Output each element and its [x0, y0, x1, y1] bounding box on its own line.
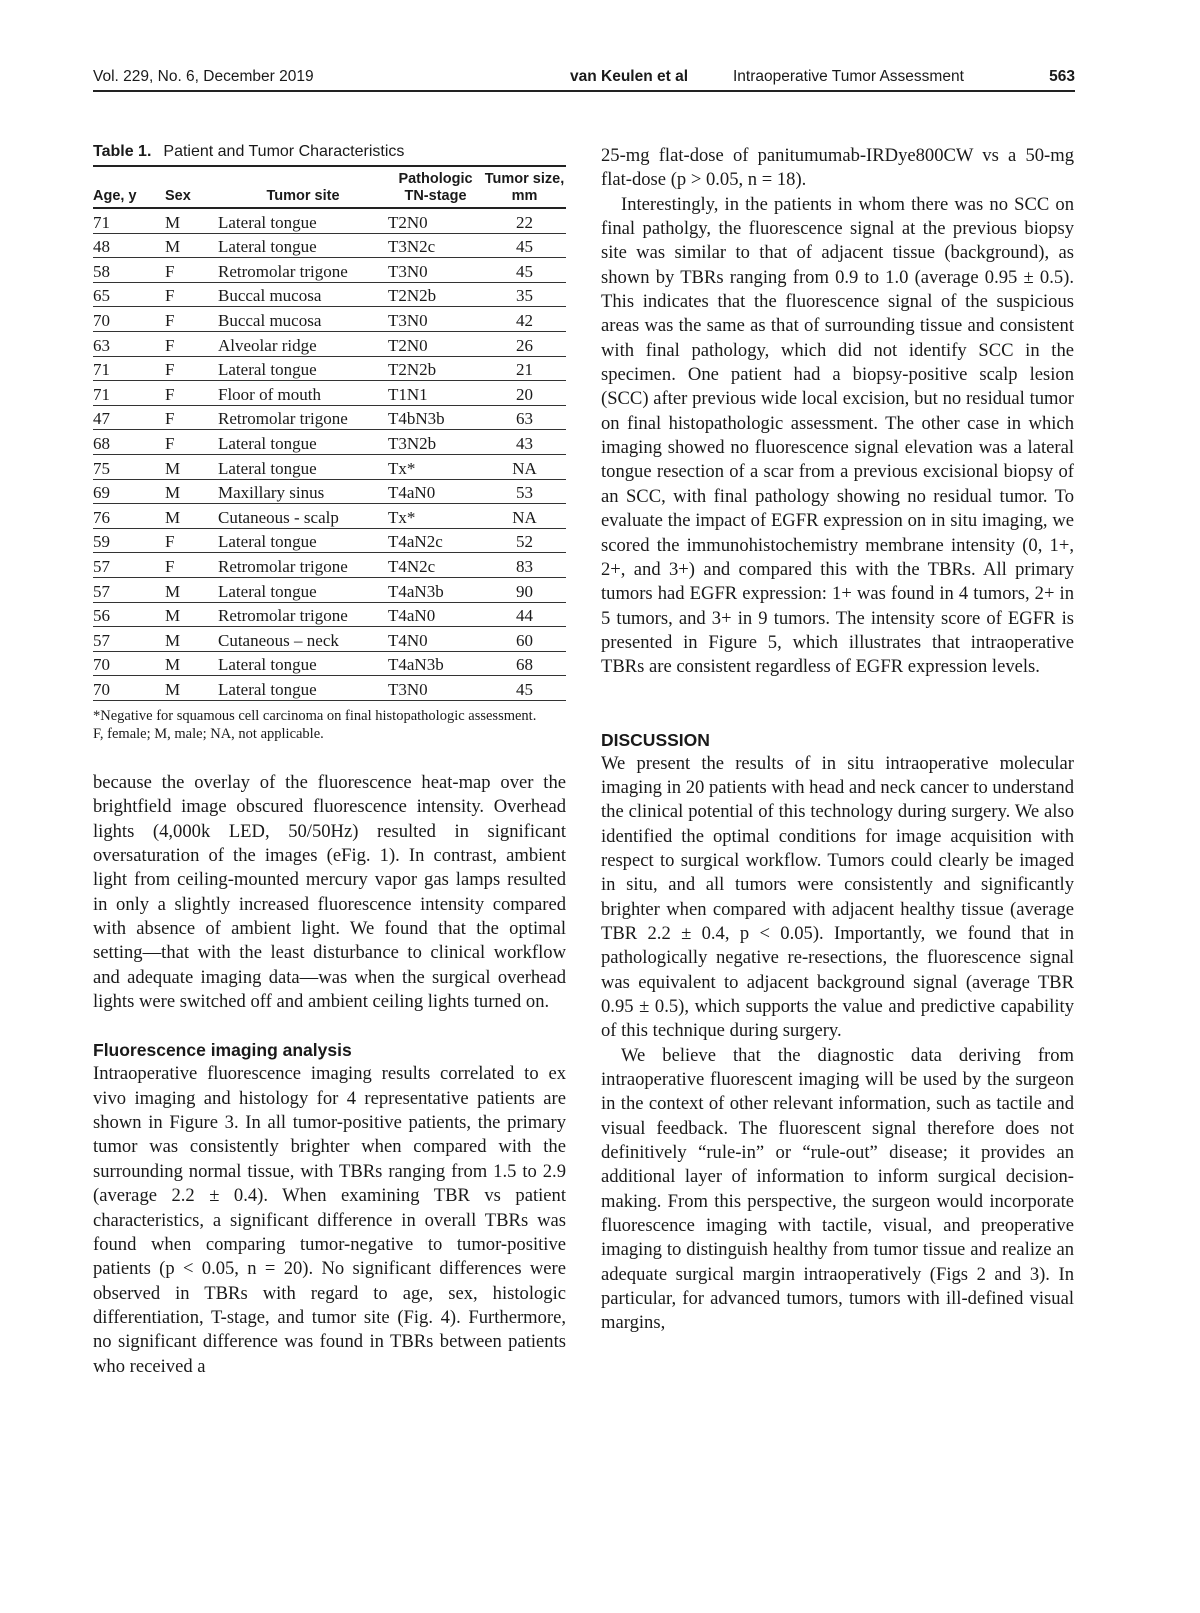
journal-volume: Vol. 229, No. 6, December 2019	[93, 68, 314, 85]
header-sex: Sex	[165, 167, 218, 208]
page-number: 563	[1049, 68, 1075, 85]
cell-sex: F	[165, 405, 218, 430]
cell-age: 70	[93, 307, 165, 332]
cell-sex: F	[165, 258, 218, 283]
cell-age: 57	[93, 627, 165, 652]
cell-tumor-size: 45	[483, 676, 566, 701]
cell-tumor-site: Retromolar trigone	[218, 553, 388, 578]
cell-tn-stage: T4aN0	[388, 602, 483, 627]
table-row	[93, 528, 566, 553]
cell-age: 47	[93, 405, 165, 430]
cell-tumor-size: 90	[483, 577, 566, 602]
cell-tn-stage: T4N2c	[388, 553, 483, 578]
table-row	[93, 381, 566, 406]
patient-characteristics-table	[93, 167, 566, 701]
table-title: Patient and Tumor Characteristics	[163, 143, 405, 160]
cell-age: 71	[93, 356, 165, 381]
cell-tumor-size: 21	[483, 356, 566, 381]
cell-tumor-size: 26	[483, 331, 566, 356]
left-column	[93, 771, 566, 1379]
cell-tumor-size: 45	[483, 258, 566, 283]
section-heading: DISCUSSION	[601, 729, 710, 750]
table-row	[93, 602, 566, 627]
table-row	[93, 307, 566, 332]
cell-age: 58	[93, 258, 165, 283]
table-row	[93, 553, 566, 578]
table-1	[93, 143, 566, 743]
cell-tn-stage: Tx*	[388, 504, 483, 529]
cell-sex: F	[165, 356, 218, 381]
cell-tn-stage: Tx*	[388, 454, 483, 479]
cell-sex: M	[165, 577, 218, 602]
right-column	[601, 144, 1074, 1336]
cell-tumor-size: NA	[483, 454, 566, 479]
table-label: Table 1.	[93, 143, 152, 160]
table-row	[93, 651, 566, 676]
table-row	[93, 356, 566, 381]
section-heading: Fluorescence imaging analysis	[93, 1040, 352, 1061]
cell-tumor-site: Lateral tongue	[218, 651, 388, 676]
cell-tumor-size: 53	[483, 479, 566, 504]
cell-age: 75	[93, 454, 165, 479]
cell-sex: F	[165, 528, 218, 553]
table-row	[93, 331, 566, 356]
cell-sex: M	[165, 676, 218, 701]
cell-tn-stage: T3N0	[388, 676, 483, 701]
table-row	[93, 282, 566, 307]
cell-tumor-size: 63	[483, 405, 566, 430]
cell-tumor-size: 20	[483, 381, 566, 406]
cell-tumor-size: 68	[483, 651, 566, 676]
cell-sex: M	[165, 208, 218, 233]
body-paragraph: Intraoperative fluorescence imaging results correlated to ex vivo imaging and histology for 4 representative patients are shown in Figure 3. In all tumor-positive patients, the primary tumor was consistently brighter when compared with the surrounding normal tissue, with TBRs ranging from 1.5 to 2.9 (average 2.2 ± 0.4). When examining TBR vs patient characteristics, a significant difference in overall TBRs was found when comparing tumor-negative to tumor-positive patients (p < 0.05, n = 20). No significant differences were observed in TBRs with regard to age, sex, histologic differentiation, T-stage, and tumor site (Fig. 4). Furthermore, no significant difference was found in TBRs between patients who received a	[93, 1063, 566, 1377]
table-row	[93, 504, 566, 529]
cell-tumor-size: 60	[483, 627, 566, 652]
cell-age: 63	[93, 331, 165, 356]
table-row	[93, 233, 566, 258]
cell-tumor-site: Lateral tongue	[218, 577, 388, 602]
table-caption	[93, 143, 566, 167]
cell-age: 71	[93, 381, 165, 406]
cell-tumor-site: Retromolar trigone	[218, 405, 388, 430]
body-paragraph: because the overlay of the fluorescence heat-map over the brightfield image obscured fluorescence intensity. Overhead lights (4,000k LED, 50/50Hz) resulted in significant oversaturation of the images (eFig. 1). In contrast, ambient light from ceiling-mounted mercury vapor gas lamps resulted in only a slightly increased fluorescence intensity compared with absence of ambient light. We found that the optimal setting—that with the least disturbance to clinical workflow and adequate imaging data—was when the surgical overhead lights were switched off and ambient ceiling lights turned on.	[93, 772, 566, 1013]
table-footnotes	[93, 707, 566, 743]
table-row	[93, 454, 566, 479]
cell-age: 65	[93, 282, 165, 307]
cell-tumor-site: Buccal mucosa	[218, 307, 388, 332]
cell-sex: F	[165, 282, 218, 307]
cell-tn-stage: T3N0	[388, 307, 483, 332]
header-age: Age, y	[93, 167, 165, 208]
cell-sex: M	[165, 651, 218, 676]
cell-age: 76	[93, 504, 165, 529]
cell-sex: F	[165, 331, 218, 356]
cell-age: 59	[93, 528, 165, 553]
cell-sex: M	[165, 602, 218, 627]
cell-age: 70	[93, 676, 165, 701]
cell-tumor-size: NA	[483, 504, 566, 529]
cell-tumor-site: Lateral tongue	[218, 676, 388, 701]
cell-tn-stage: T4aN0	[388, 479, 483, 504]
cell-tn-stage: T3N2c	[388, 233, 483, 258]
cell-tumor-site: Lateral tongue	[218, 430, 388, 455]
cell-tumor-site: Cutaneous – neck	[218, 627, 388, 652]
header-tumor-size: Tumor size, mm	[483, 167, 566, 208]
running-head-title: Intraoperative Tumor Assessment	[733, 68, 964, 85]
cell-sex: F	[165, 307, 218, 332]
cell-tn-stage: T2N2b	[388, 282, 483, 307]
cell-tumor-size: 22	[483, 208, 566, 233]
cell-age: 70	[93, 651, 165, 676]
cell-age: 56	[93, 602, 165, 627]
cell-sex: M	[165, 504, 218, 529]
cell-age: 57	[93, 577, 165, 602]
cell-tumor-site: Retromolar trigone	[218, 602, 388, 627]
body-paragraph: We present the results of in situ intraoperative molecular imaging in 20 patients with head and neck cancer to understand the clinical potential of this technology during surgery. We also identified the optimal conditions for image acquisition with respect to surgical workflow. Tumors could clearly be imaged in situ, and all tumors were consistently and significantly brighter when compared with adjacent healthy tissue (average TBR 2.2 ± 0.4, p < 0.05). Importantly, we found that in pathologically negative re-resections, the fluorescence signal was equivalent to adjacent background signal (average TBR 0.95 ± 0.5), which supports the value and predictive capability of this technique during surgery.	[601, 752, 1074, 1042]
cell-sex: M	[165, 233, 218, 258]
cell-tumor-site: Lateral tongue	[218, 208, 388, 233]
table-row	[93, 405, 566, 430]
cell-age: 57	[93, 553, 165, 578]
cell-sex: F	[165, 430, 218, 455]
table-header-row	[93, 167, 566, 208]
cell-age: 68	[93, 430, 165, 455]
table-row	[93, 577, 566, 602]
cell-tumor-site: Lateral tongue	[218, 528, 388, 553]
cell-tumor-site: Lateral tongue	[218, 454, 388, 479]
body-paragraph: 25-mg flat-dose of panitumumab-IRDye800CW vs a 50-mg flat-dose (p > 0.05, n = 18).	[601, 145, 1074, 191]
table-row	[93, 627, 566, 652]
cell-age: 48	[93, 233, 165, 258]
table-row	[93, 479, 566, 504]
cell-tumor-site: Alveolar ridge	[218, 331, 388, 356]
header-tn-stage: Pathologic TN-stage	[388, 167, 483, 208]
cell-tn-stage: T4aN2c	[388, 528, 483, 553]
cell-sex: M	[165, 479, 218, 504]
footnote: *Negative for squamous cell carcinoma on final histopathologic assessment.	[93, 707, 537, 724]
cell-tumor-site: Cutaneous - scalp	[218, 504, 388, 529]
cell-tumor-site: Floor of mouth	[218, 381, 388, 406]
table-row	[93, 430, 566, 455]
cell-sex: M	[165, 454, 218, 479]
cell-tumor-size: 42	[483, 307, 566, 332]
cell-tumor-site: Retromolar trigone	[218, 258, 388, 283]
header-tumor-site: Tumor site	[218, 167, 388, 208]
cell-tumor-site: Maxillary sinus	[218, 479, 388, 504]
cell-tumor-size: 45	[483, 233, 566, 258]
cell-tn-stage: T3N2b	[388, 430, 483, 455]
running-head	[93, 66, 1075, 92]
cell-sex: F	[165, 381, 218, 406]
body-paragraph: We believe that the diagnostic data deriving from intraoperative fluorescent imaging will be used by the surgeon in the context of other relevant information, such as tactile and visual feedback. The fluorescent signal therefore does not definitively “rule-in” or “rule-out” disease; it provides an additional layer of information to inform surgical decision-making. From this perspective, the surgeon would incorporate fluorescence imaging with tactile, visual, and preoperative imaging to distinguish healthy from tumor tissue and realize an adequate surgical margin intraoperatively (Figs 2 and 3). In particular, for advanced tumors, tumors with ill-defined visual margins,	[601, 1044, 1074, 1334]
table-row	[93, 208, 566, 233]
cell-tn-stage: T4aN3b	[388, 651, 483, 676]
cell-sex: F	[165, 553, 218, 578]
cell-tn-stage: T2N0	[388, 331, 483, 356]
table-row	[93, 676, 566, 701]
table-row	[93, 258, 566, 283]
cell-tumor-size: 52	[483, 528, 566, 553]
cell-tn-stage: T4N0	[388, 627, 483, 652]
cell-tumor-size: 44	[483, 602, 566, 627]
cell-age: 71	[93, 208, 165, 233]
cell-tn-stage: T2N2b	[388, 356, 483, 381]
cell-tumor-site: Buccal mucosa	[218, 282, 388, 307]
cell-tumor-size: 43	[483, 430, 566, 455]
footnote: F, female; M, male; NA, not applicable.	[93, 725, 324, 742]
running-head-authors: van Keulen et al	[570, 68, 689, 85]
cell-tumor-site: Lateral tongue	[218, 356, 388, 381]
cell-tumor-size: 83	[483, 553, 566, 578]
cell-tn-stage: T3N0	[388, 258, 483, 283]
cell-sex: M	[165, 627, 218, 652]
cell-tn-stage: T4aN3b	[388, 577, 483, 602]
cell-tn-stage: T4bN3b	[388, 405, 483, 430]
cell-tn-stage: T2N0	[388, 208, 483, 233]
cell-tn-stage: T1N1	[388, 381, 483, 406]
cell-tumor-size: 35	[483, 282, 566, 307]
cell-tumor-site: Lateral tongue	[218, 233, 388, 258]
body-paragraph: Interestingly, in the patients in whom there was no SCC on final patholgy, the fluorescence signal at the previous biopsy site was similar to that of adjacent tissue (background), as shown by TBRs ranging from 0.9 to 1.0 (average 0.95 ± 0.5). This indicates that the fluorescence signal of the suspicious areas was the same as that of surrounding tissue and consistent with final pathology, which did not identify SCC in the specimen. One patient had a biopsy-positive scalp lesion (SCC) after previous wide local excision, but no residual tumor on final histopathologic assessment. The other case in which imaging showed no fluorescence signal elevation was a lateral tongue resection of a scar from a previous excisional biopsy of an SCC, with final pathology showing no residual tumor. To evaluate the impact of EGFR expression on in situ imaging, we scored the immunohistochemistry membrane intensity (0, 1+, 2+, and 3+) and compared this with the TBRs. All primary tumors had EGFR expression: 1+ was found in 4 tumors, 2+ in 5 tumors, and 3+ in 9 tumors. The intensity score of EGFR is presented in Figure 5, which illustrates that intraoperative TBRs are consistent regardless of EGFR expression levels.	[601, 193, 1074, 678]
cell-age: 69	[93, 479, 165, 504]
